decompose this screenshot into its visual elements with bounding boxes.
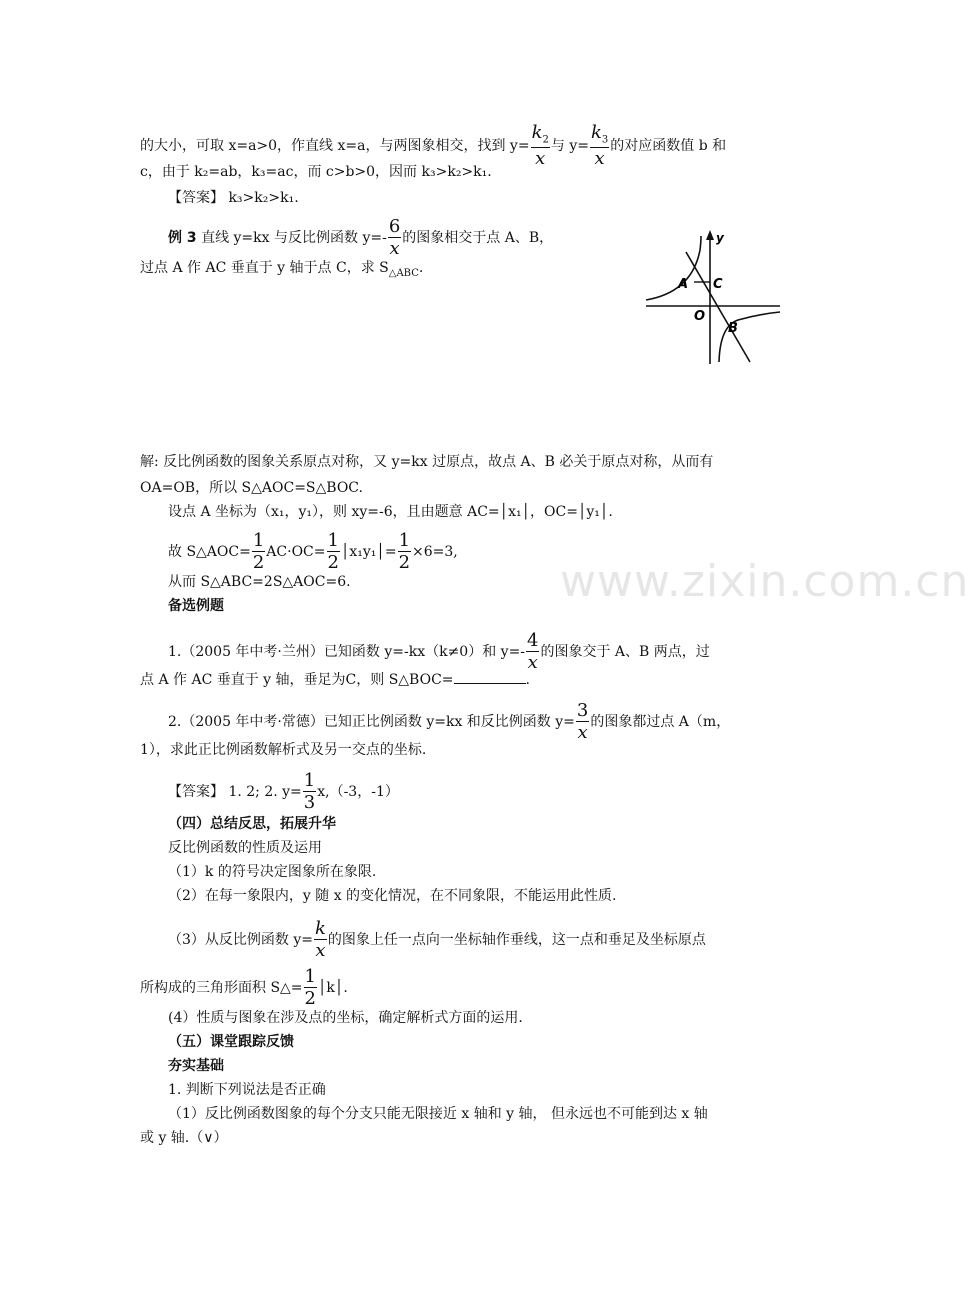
section-title-feedback: （五）课堂跟踪反馈 [168, 1034, 294, 1050]
solution-line3: 设点 A 坐标为（x₁，y₁），则 xy=-6，且由题意 AC=│x₁│，OC=│y₁│. [168, 504, 613, 520]
label-y: y [716, 231, 724, 245]
para1-line2: c，由于 k₂=ab，k₃=ac，而 c>b>0，因而 k₃>k₂>k₁. [140, 164, 492, 180]
text: 与 y= [550, 137, 589, 154]
label-a: A [678, 277, 689, 292]
summary-point-3-line1: （3）从反比例函数 y= $\frac{k}{x}$ 的图象上任一点向一坐标轴作垂线，这一点和垂足及坐标原点 [168, 918, 706, 961]
fraction-k-over-x: $\frac{k}{x}$ [315, 918, 326, 961]
fraction-6-over-x: $\frac{6}{x}$ [388, 216, 401, 259]
answer-blank[interactable] [454, 671, 526, 684]
feedback-subtitle: 夯实基础 [168, 1058, 224, 1074]
summary-point-3-line2: 所构成的三角形面积 S△= $\frac{1}{2}$ │k│. [140, 966, 348, 1009]
feedback-q1: 1. 判断下列说法是否正确 [168, 1082, 326, 1098]
feedback-q1-1-line1: （1）反比例函数图象的每个分支只能无限接近 x 轴和 y 轴， 但永远也不可能到达 x 轴 [168, 1106, 708, 1122]
text: 的大小，可取 x=a>0，作直线 x=a，与两图象相交，找到 y= [140, 137, 530, 154]
example3-line1: 例 3 直线 y=kx 与反比例函数 y=- $\frac{6}{x}$ 的图象相交于点 A、B， [168, 216, 554, 259]
backup-q1-line2: 点 A 作 AC 垂直于 y 轴，垂足为C，则 S△BOC= . [140, 672, 530, 688]
fraction-half: $\frac{1}{2}$ [252, 530, 265, 573]
label-o: O [694, 309, 706, 324]
fraction-3-over-x: $\frac{3}{x}$ [576, 700, 589, 743]
summary-point-1: （1）k 的符号决定图象所在象限. [168, 864, 377, 880]
hyperbola-branch-lower-right [719, 312, 780, 362]
label-b: B [728, 321, 738, 336]
example-label: 例 3 [168, 230, 197, 246]
hyperbola-branch-upper-left [646, 236, 701, 300]
example3-line2: 过点 A 作 AC 垂直于 y 轴于点 C，求 $S_{\triangle ABC}$. [140, 260, 424, 279]
solution-line4: 故 S△AOC= $\frac{1}{2}$ AC·OC= $\frac{1}{2}$ │x₁y₁│= $\frac{1}{2}$ ×6=3, [168, 530, 458, 573]
para1-answer: 【答案】 k₃>k₂>k₁. [168, 190, 299, 206]
section-title-backup: 备选例题 [168, 598, 224, 614]
fraction-4-over-x: $\frac{4}{x}$ [527, 630, 539, 673]
fraction-one-third: $\frac{1}{3}$ [303, 770, 316, 813]
fraction-half: $\frac{1}{2}$ [398, 530, 411, 573]
section-title-summary: （四）总结反思，拓展升华 [168, 816, 336, 832]
solution-line5: 从而 S△ABC=2S△AOC=6. [168, 574, 351, 590]
text: 的对应函数值 b 和 [610, 137, 727, 154]
y-axis-arrow-icon [706, 230, 714, 240]
label-c: C [713, 277, 723, 292]
hyperbola-graph [640, 222, 784, 368]
line-y-kx [686, 252, 750, 362]
backup-q2-line1: 2.（2005 年中考·常德）已知正比例函数 y=kx 和反比例函数 y= $\frac{3}{x}$ 的图象都过点 A（m， [168, 700, 731, 743]
summary-point-4: (4）性质与图象在涉及点的坐标，确定解析式方面的运用. [168, 1010, 523, 1026]
fraction-half: $\frac{1}{2}$ [327, 530, 339, 573]
backup-q2-line2: 1），求此正比例函数解析式及另一交点的坐标. [140, 742, 427, 758]
backup-answer: 【答案】 1. 2; 2. y= $\frac{1}{3}$ x,（-3，-1） [168, 770, 399, 813]
summary-subtitle: 反比例函数的性质及运用 [168, 840, 322, 856]
solution-line1: 解: 反比例函数的图象关系原点对称，又 y=kx 过原点，故点 A、B 必关于原点对称，从而有 [140, 454, 714, 470]
solution-line2: OA=OB，所以 S△AOC=S△BOC. [140, 480, 363, 496]
backup-q1-line1: 1.（2005 年中考·兰州）已知函数 y=-kx（k≠0）和 y=- $\frac{4}{x}$ 的图象交于 A、B 两点，过 [168, 630, 710, 673]
fraction-k2-over-x: $\frac{k_2}{x}$ [531, 122, 549, 169]
feedback-q1-1-line2: 或 y 轴.（∨） [140, 1130, 228, 1146]
fraction-half: $\frac{1}{2}$ [304, 966, 316, 1009]
fraction-k3-over-x: $\frac{k_3}{x}$ [590, 122, 609, 169]
summary-point-2: （2）在每一象限内，y 随 x 的变化情况，在不同象限，不能运用此性质. [168, 888, 617, 904]
watermark: www.zixin.com.cn [560, 556, 969, 607]
